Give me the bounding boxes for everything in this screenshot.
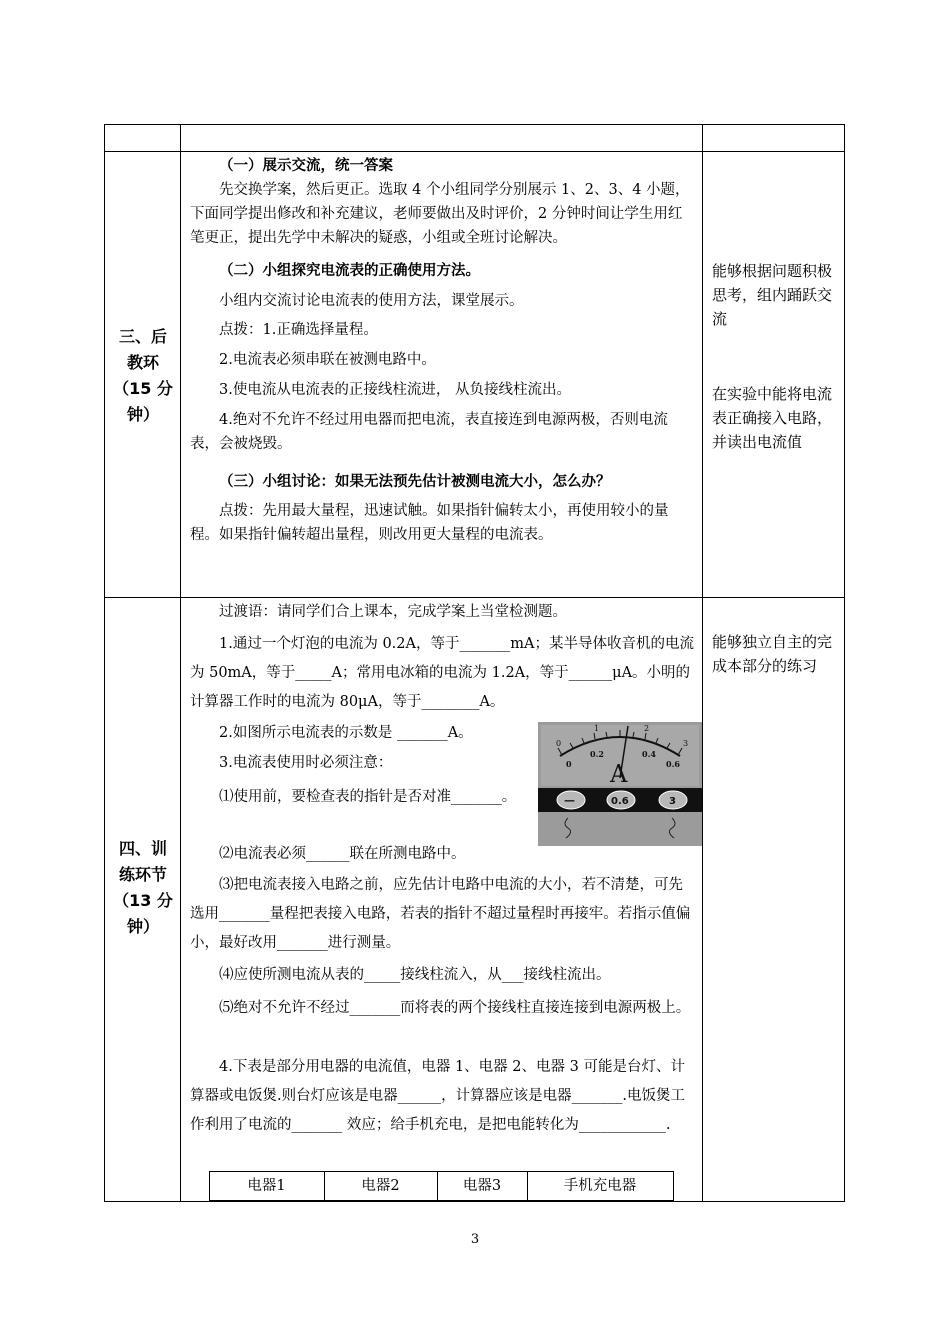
meter-unit: A — [610, 760, 628, 788]
question-3: 3.电流表使用时必须注意： — [219, 755, 393, 771]
meter-scale-bottom-0: 0 — [566, 759, 572, 769]
section-title-4: 四、训 练环节 （13 分 钟） — [113, 839, 173, 936]
table-header-appliance-1: 电器1 — [247, 1178, 286, 1194]
question-1: 1.通过一个灯泡的电流为 0.2A，等于_______mA；某半导体收音机的电流为 50mA，等于_____A；常用电冰箱的电流为 1.2A，等于______μA。小明的计算器工作时的电流为 80μA，等于________A。 — [190, 636, 694, 710]
hint-2: 2.电流表必须串联在被测电路中。 — [219, 352, 436, 368]
paragraph-discuss: 小组内交流讨论电流表的使用方法，课堂展示。 — [219, 293, 524, 309]
hint-3: 3.使电流从电流表的正接线柱流进， 从负接线柱流出。 — [219, 382, 571, 398]
table-header-appliance-2: 电器2 — [361, 1178, 400, 1194]
question-3-item-2: ⑵电流表必须______联在所测电路中。 — [219, 846, 466, 862]
table-header-phone-charger: 手机充电器 — [563, 1178, 637, 1194]
question-3-item-4: ⑷应使所测电流从表的_____接线柱流入，从___接线柱流出。 — [219, 967, 611, 983]
terminal-negative: — — [564, 794, 575, 807]
heading-group-discussion: （三）小组讨论：如果无法预先估计被测电流大小，怎么办？ — [219, 474, 611, 490]
goal-note-3: 能够独立自主的完成本部分的练习 — [712, 633, 833, 675]
terminal-3: 3 — [669, 796, 676, 807]
heading-share-answers: （一）展示交流，统一答案 — [219, 158, 393, 174]
question-3-item-1: ⑴使用前，要检查表的指针是否对准_______。 — [219, 789, 517, 805]
hint-range: 点拨：先用最大量程，迅速试触。如果指针偏转太小，再使用较小的量程。如果指针偏转超出量程，则改用更大量程的电流表。 — [190, 503, 669, 543]
terminal-0-6: 0.6 — [611, 796, 629, 807]
question-2: 2.如图所示电流表的示数是 _______A。 — [219, 725, 473, 741]
question-3-item-3: ⑶把电流表接入电路之前，应先估计电路中电流的大小，若不清楚，可先选用_______量程把表接入电路，若表的指针不超过量程时再接牢。若指示值偏小，最好改用_______进行测量。 — [190, 877, 691, 951]
hint-1: 点拨：1.正确选择量程。 — [219, 322, 378, 338]
meter-scale-bottom-2: 0.4 — [642, 749, 656, 759]
meter-scale-top-1: 1 — [594, 724, 600, 733]
goal-note-1: 能够根据问题积极思考，组内踊跃交流 — [712, 262, 833, 328]
section-title-3: 三、后 教环 （15 分 钟） — [113, 327, 173, 424]
meter-scale-bottom-1: 0.2 — [590, 749, 604, 759]
transition-text: 过渡语：请同学们合上课本，完成学案上当堂检测题。 — [219, 604, 567, 620]
hint-4: 4.绝对不允许不经过用电器而把电流，表直接连到电源两极，否则电流表，会被烧毁。 — [190, 412, 668, 452]
ammeter-figure — [538, 722, 702, 846]
paragraph-exchange: 先交换学案，然后更正。选取 4 个小组同学分别展示 1、2、3、4 小题，下面同学提出修改和补充建议，老师要做出及时评价，2 分钟时间让学生用红笔更正，提出先学中未解决的疑惑，小组或全班讨论解决。 — [190, 182, 690, 246]
page-number: 3 — [470, 1232, 480, 1247]
table-header-appliance-3: 电器3 — [462, 1178, 502, 1194]
question-3-item-5: ⑸绝对不允许不经过_______而将表的两个接线柱直接连接到电源两极上。 — [219, 1000, 691, 1016]
question-4: 4.下表是部分用电器的电流值，电器 1、电器 2、电器 3 可能是台灯、计算器或电饭煲.则台灯应该是电器______，计算器应该是电器_______.电饭煲工作利用了电流的_______ 效应；给手机充电，是把电能转化为____________. — [190, 1059, 685, 1133]
heading-group-explore: （二）小组探究电流表的正确使用方法。 — [219, 263, 480, 279]
meter-scale-top-2: 2 — [644, 724, 650, 733]
meter-scale-top-0: 0 — [556, 739, 562, 748]
meter-scale-top-3: 3 — [683, 739, 689, 748]
appliance-table — [209, 1171, 674, 1201]
goal-note-2: 在实验中能将电流表正确接入电路，并读出电流值 — [712, 385, 833, 451]
meter-scale-bottom-3: 0.6 — [666, 759, 680, 769]
